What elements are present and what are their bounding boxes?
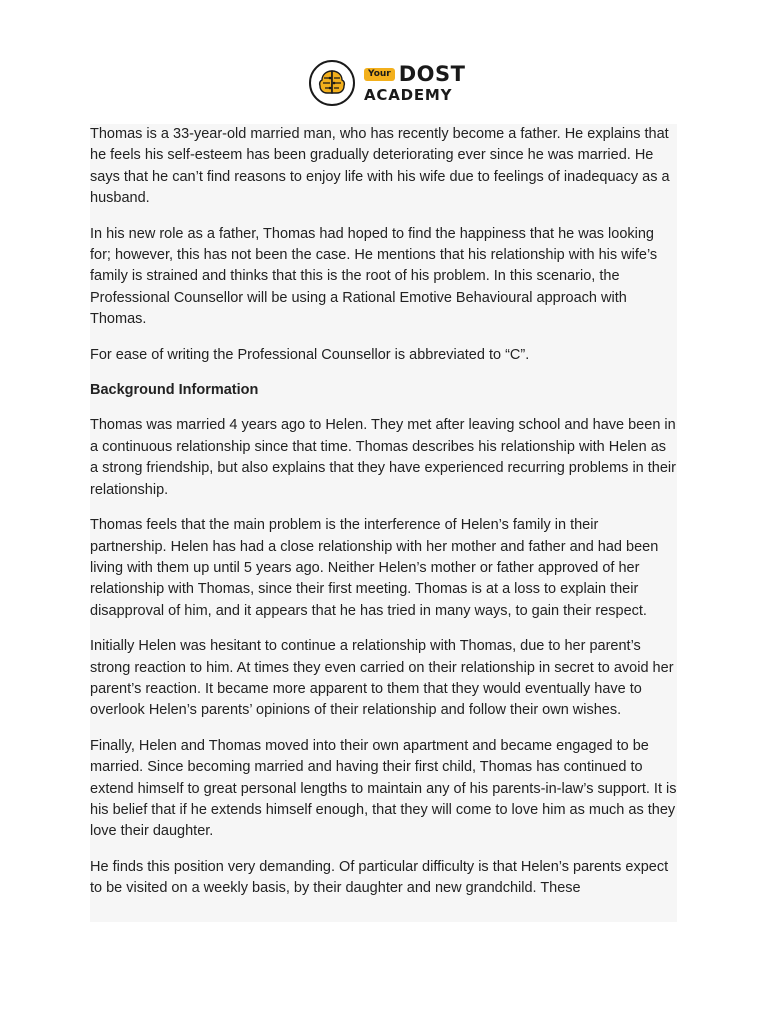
document-body [90, 124, 677, 922]
logo-dost: DOST [398, 61, 466, 86]
paragraph-abbreviation: For ease of writing the Professional Counsellor is abbreviated to “C”. [90, 346, 530, 363]
paragraph-hesitation: Initially Helen was hesitant to continue a relationship with Thomas, due to her parent’s strong reaction to him. At times they even carried on their relationship in secret to avoid her parent’s reaction. It became more apparent to them that they would eventually have to overlook Helen’s parents’ opinions of their relationship and follow their own wishes. [90, 638, 674, 719]
paragraph-apartment: Finally, Helen and Thomas moved into their own apartment and became engaged to be married. Since becoming married and having their first child, Thomas has continued to extend himself to great personal lengths to maintain any of his parents-in-law’s support. It is his belief that if he extends himself enough, that they will come to love him as much as they love their daughter. [90, 737, 677, 840]
paragraph-demanding: He finds this position very demanding. Of particular difficulty is that Helen’s parents expect to be visited on a weekly basis, by their daughter and new grandchild. These [90, 858, 669, 897]
your-dost-academy-logo [309, 57, 465, 109]
logo-academy: ACADEMY [364, 85, 453, 104]
brain-icon [309, 60, 355, 106]
paragraph-marriage: Thomas was married 4 years ago to Helen. They met after leaving school and have been in a continuous relationship since that time. Thomas describes his relationship with Helen as a strong friendship, but also explains that they have experienced recurring problems in their relationship. [90, 417, 676, 498]
paragraph-family-interference: Thomas feels that the main problem is the interference of Helen’s family in their partnership. Helen has had a close relationship with her mother and father and had been living with them up until 5 years ago. Neither Helen’s mother or father approved of her relationship with Thomas, since their first meeting. Thomas is at a loss to explain their disapproval of him, and it appears that he has tried in many ways, to gain their respect. [90, 517, 659, 619]
logo-your-badge: Your [364, 68, 395, 81]
section-heading-background: Background Information [90, 382, 259, 399]
logo-wordmark [364, 61, 466, 104]
paragraph-intro: Thomas is a 33-year-old married man, who has recently become a father. He explains that he feels his self-esteem has been gradually deteriorating ever since he was married. He says that he can’t find reasons to enjoy life with his wife due to feelings of inadequacy as a husband. [90, 126, 670, 207]
paragraph-role: In his new role as a father, Thomas had hoped to find the happiness that he was looking for; however, this has not been the case. He mentions that his relationship with his wife’s family is strained and thinks that this is the root of his problem. In this scenario, the Professional Counsellor will be using a Rational Emotive Behavioural approach with Thomas. [90, 225, 658, 328]
